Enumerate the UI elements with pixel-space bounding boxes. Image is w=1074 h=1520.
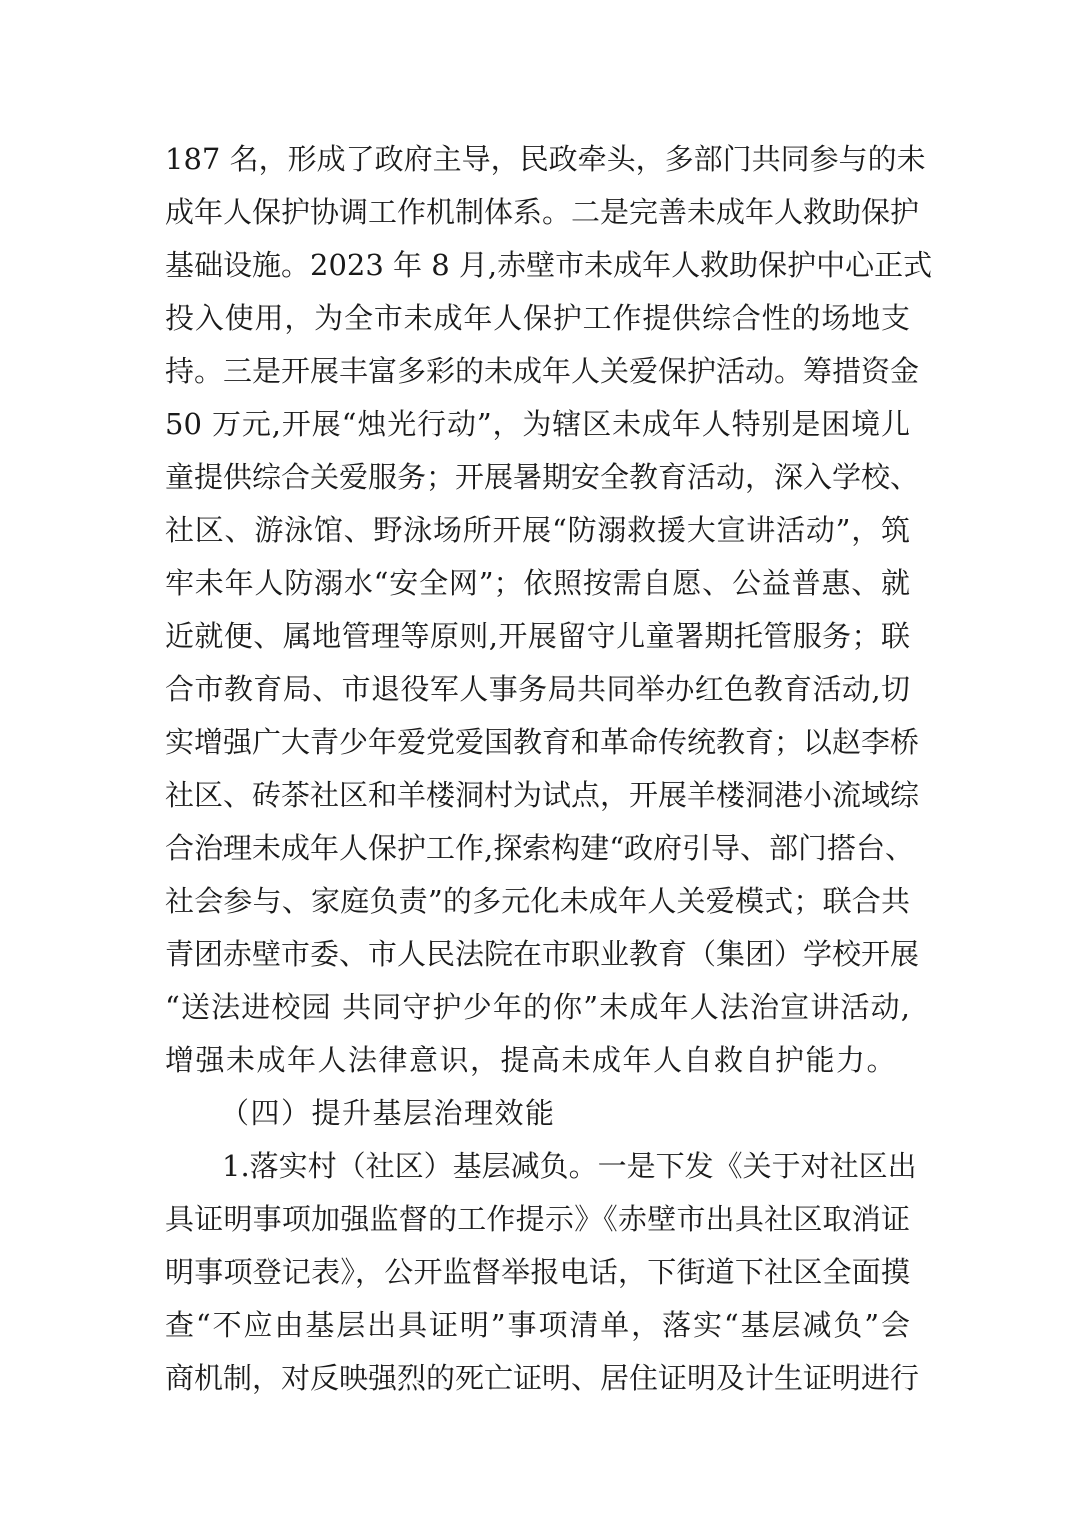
text-line: 具证明事项加强监督的工作提示》《赤壁市出具社区取消证 (165, 1202, 910, 1236)
text-line: 社区、游泳馆、野泳场所开展“防溺救援大宣讲活动”，筑 (165, 513, 910, 547)
text-line: 合治理未成年人保护工作,探索构建“政府引导、部门搭台、 (165, 831, 915, 865)
text-line: 1.落实村（社区）基层减负。一是下发《关于对社区出 (222, 1149, 917, 1183)
text-line: 社会参与、家庭负责”的多元化未成年人关爱模式；联合共 (165, 884, 910, 918)
text-line: 增强未成年人法律意识，提高未成年人自救自护能力。 (165, 1043, 898, 1077)
text-line: 童提供综合关爱服务；开展暑期安全教育活动，深入学校、 (165, 460, 920, 494)
text-line: 明事项登记表》，公开监督举报电话，下街道下社区全面摸 (165, 1255, 910, 1289)
text-line: 查“不应由基层出具证明”事项清单，落实“基层减负”会 (165, 1308, 910, 1342)
text-line: 社区、砖茶社区和羊楼洞村为试点，开展羊楼洞港小流域综 (165, 778, 920, 812)
text-line: 187 名，形成了政府主导，民政牵头，多部门共同参与的未 (165, 142, 926, 176)
text-line: 商机制，对反映强烈的死亡证明、居住证明及计生证明进行 (165, 1361, 920, 1395)
section-heading: （四）提升基层治理效能 (220, 1096, 556, 1130)
text-line: 近就便、属地管理等原则,开展留守儿童署期托管服务；联 (165, 619, 910, 653)
text-line: 实增强广大青少年爱党爱国教育和革命传统教育；以赵李桥 (165, 725, 920, 759)
text-line: 牢未年人防溺水“安全网”；依照按需自愿、公益普惠、就 (165, 566, 910, 600)
text-line: 50 万元,开展“烛光行动”，为辖区未成年人特别是困境儿 (165, 407, 910, 441)
text-line: 持。三是开展丰富多彩的未成年人关爱保护活动。筹措资金 (165, 354, 920, 388)
text-line: 成年人保护协调工作机制体系。二是完善未成年人救助保护 (165, 195, 920, 229)
text-line: 基础设施。2023 年 8 月,赤壁市未成年人救助保护中心正式 (165, 248, 933, 282)
text-line: 合市教育局、市退役军人事务局共同举办红色教育活动,切 (165, 672, 910, 706)
text-line: “送法进校园 共同守护少年的你”未成年人法治宣讲活动, (165, 990, 910, 1024)
text-line: 投入使用，为全市未成年人保护工作提供综合性的场地支 (165, 301, 910, 335)
text-line: 青团赤壁市委、市人民法院在市职业教育（集团）学校开展 (165, 937, 920, 971)
